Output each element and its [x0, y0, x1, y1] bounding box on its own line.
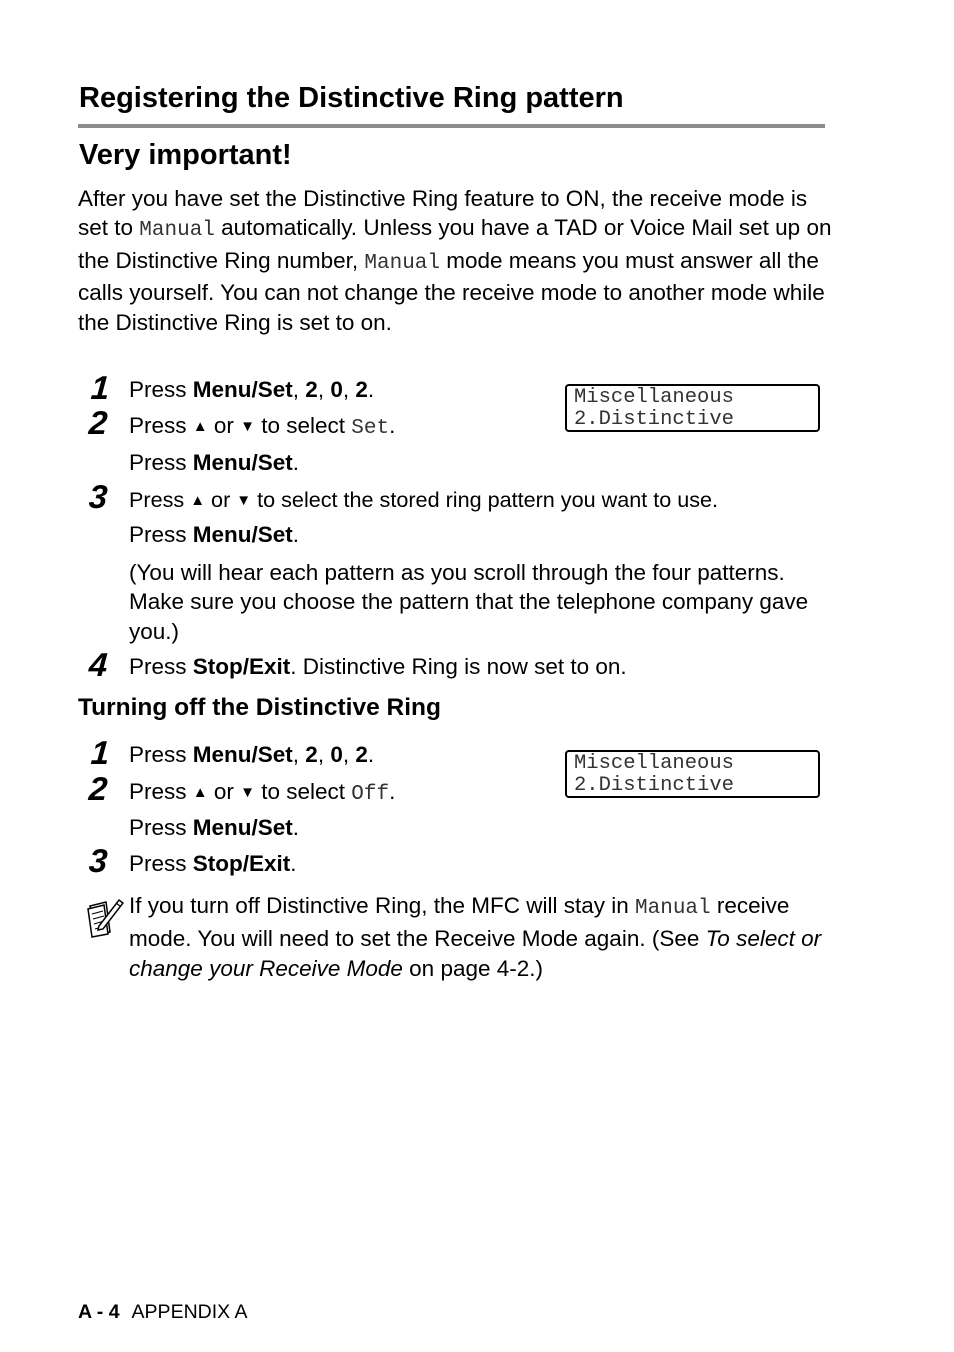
step-note: (You will hear each pattern as you scroll through the four patterns. Make sure you choose the pattern that the telephone company gave you.): [129, 560, 809, 644]
down-arrow-icon: ▼: [240, 784, 255, 801]
step-text: Press Menu/Set.: [129, 815, 300, 840]
step-text: Press ▲ or ▼ to select the stored ring pattern you want to use.: [129, 487, 719, 512]
intro-paragraph: After you have set the Distinctive Ring feature to ON, the receive mode is set to Manual automatically. Unless you have a TAD or Voice Mail set up on the Distinctive Ring number, Manual mode means you must answer all the calls yourself. You can not change the receive mode to another mode while the Distinctive Ring is set to on.: [78, 186, 832, 335]
step-text: Press ▲ or ▼ to select Off.: [129, 779, 396, 806]
page-number: A - 4: [78, 1301, 120, 1323]
step-text: Press Menu/Set.: [129, 450, 300, 475]
down-arrow-icon: ▼: [236, 492, 252, 509]
step-number: 1: [89, 369, 111, 406]
title-rule: [78, 124, 825, 128]
section-heading: Very important!: [79, 139, 292, 171]
subsection-heading: Turning off the Distinctive Ring: [78, 694, 441, 721]
lcd-line: Miscellaneous: [574, 752, 734, 775]
step-number: 4: [87, 646, 109, 683]
step-text: Press Menu/Set, 2, 0, 2.: [129, 742, 375, 767]
step-text: Press Menu/Set, 2, 0, 2.: [129, 377, 375, 402]
step-number: 3: [87, 478, 109, 515]
lcd-line: 2.Distinctive: [574, 408, 734, 431]
step-number: 1: [89, 734, 111, 771]
note-pencil-icon: [86, 896, 124, 938]
down-arrow-icon: ▼: [240, 418, 255, 435]
note-text: If you turn off Distinctive Ring, the MFC will stay in Manual receive mode. You will need to set the Receive Mode again. (See To select or change your Receive Mode on page 4-2.): [129, 893, 822, 981]
step-text: Press Menu/Set.: [129, 522, 300, 547]
footer-section: APPENDIX A: [131, 1301, 248, 1323]
up-arrow-icon: ▲: [190, 492, 206, 509]
page-title: Registering the Distinctive Ring pattern: [79, 82, 624, 114]
up-arrow-icon: ▲: [192, 418, 208, 435]
lcd-line: 2.Distinctive: [574, 774, 734, 797]
lcd-display: [565, 750, 820, 798]
up-arrow-icon: ▲: [192, 784, 208, 801]
step-text: Press Stop/Exit. Distinctive Ring is now set to on.: [129, 654, 627, 679]
step-number: 3: [87, 842, 109, 879]
step-number: 2: [87, 770, 109, 807]
step-text: Press ▲ or ▼ to select Set.: [129, 413, 396, 440]
step-number: 2: [87, 404, 109, 441]
lcd-line: Miscellaneous: [574, 386, 734, 409]
step-text: Press Stop/Exit.: [129, 851, 297, 876]
lcd-display: [565, 384, 820, 432]
page-footer: [78, 1301, 248, 1324]
